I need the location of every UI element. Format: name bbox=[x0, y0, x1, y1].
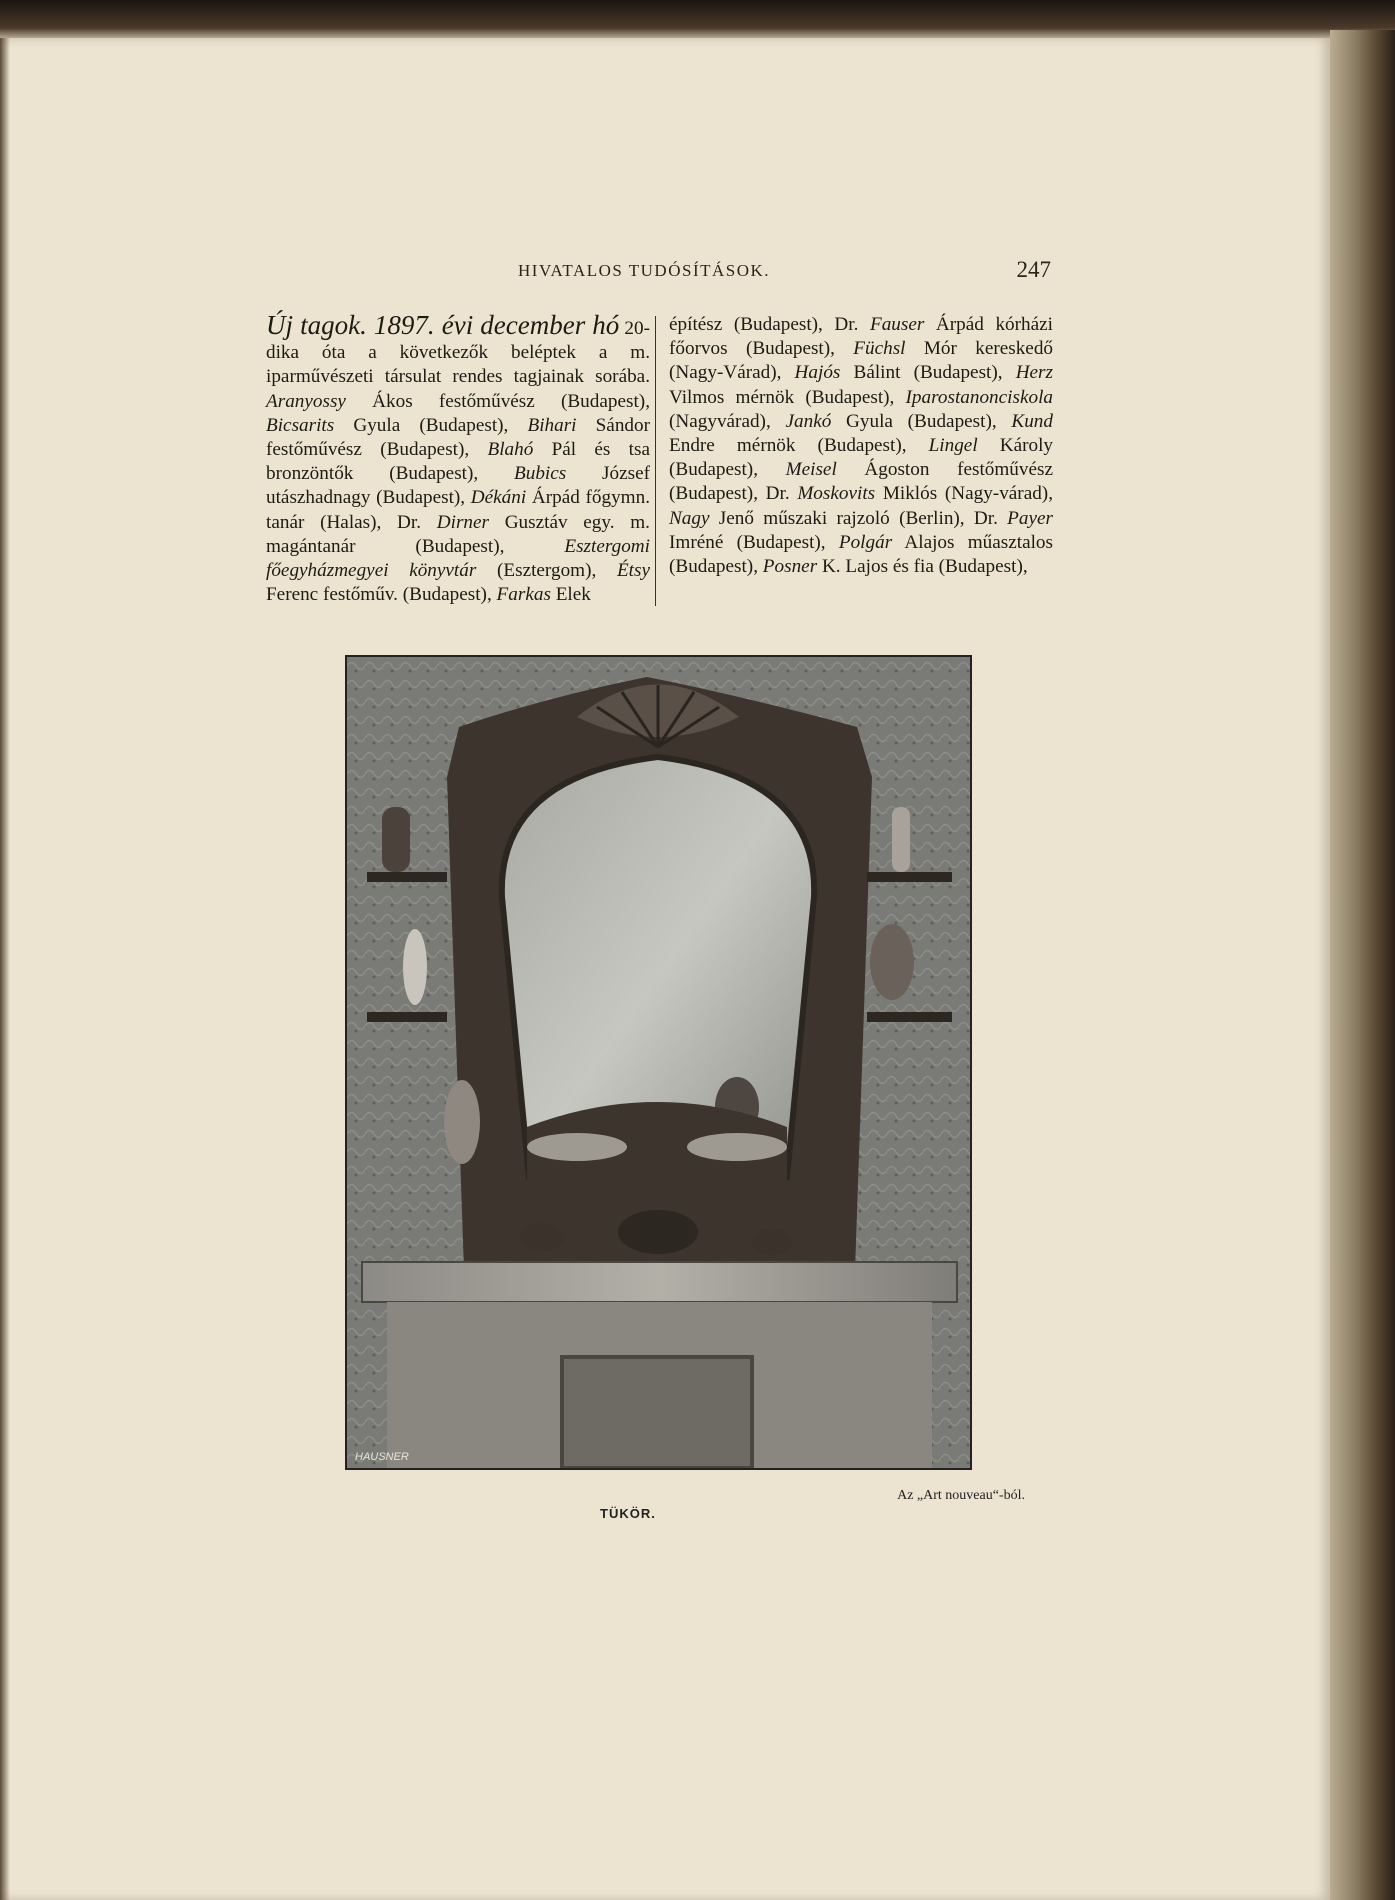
member-name: Bihari bbox=[527, 414, 577, 436]
member-name: Iparostanonciskola bbox=[905, 386, 1053, 408]
page-edge-stack bbox=[1330, 30, 1395, 1900]
figure-caption: TÜKÖR. bbox=[600, 1506, 656, 1521]
member-name: Fauser bbox=[869, 314, 925, 335]
member-name: Lingel bbox=[928, 435, 978, 457]
gutter-shadow bbox=[0, 38, 10, 1900]
member-name: Bicsarits bbox=[266, 414, 335, 436]
left-column-text bbox=[266, 310, 650, 607]
right-column-body: építész (Budapest), Dr. Fauser Árpád kórházi főorvos (Budapest), Füchsl Mór kereskedő (Nagy-Várad), Hajós Bálint (Budapest), Herz Vilmos mérnök (Budapest), Iparostanonciskola (Nagyvárad), Jankó Gyula (Budapest), Kund Endre mérnök (Budapest), Lingel Károly (Budapest), Meisel Ágoston festőművész (Budapest), Dr. Moskovits Miklós (Nagy-várad), Nagy Jenő műszaki rajzoló (Berlin), Dr. Payer Imréné (Budapest), Polgár Alajos műasztalos (Budapest), Posner K. Lajos és fia (Budapest), bbox=[669, 314, 1054, 578]
member-name: Farkas bbox=[496, 584, 551, 606]
running-header bbox=[265, 257, 1055, 289]
member-name: Dékáni bbox=[470, 487, 527, 509]
figure-credit: Az „Art nouveau“-ból. bbox=[897, 1488, 1025, 1503]
member-name: Blahó bbox=[487, 439, 534, 461]
member-name: Hajós bbox=[794, 362, 841, 384]
member-name: Meisel bbox=[785, 459, 837, 481]
member-name: Dirner bbox=[436, 511, 489, 533]
member-name: Füchsl bbox=[853, 338, 906, 360]
member-name: Aranyossy bbox=[266, 390, 346, 412]
member-name: Nagy bbox=[669, 507, 710, 529]
running-title: HIVATALOS TUDÓSÍTÁSOK. bbox=[518, 261, 771, 280]
member-name: Jankó bbox=[785, 410, 832, 432]
member-name: Bubics bbox=[514, 463, 567, 485]
mirror-photograph bbox=[345, 655, 972, 1470]
member-name: Herz bbox=[1015, 362, 1053, 384]
member-name: Moskovits bbox=[797, 483, 876, 505]
right-column-text bbox=[669, 313, 1053, 579]
left-column-body: 20-dika óta a következők beléptek a m. iparművészeti társulat rendes tagjainak sorába. Aranyossy Ákos festőművész (Budapest), Bicsarits Gyula (Budapest), Bihari Sándor festőművész (Budapest), Blahó Pál és tsa bronzöntők (Budapest), Bubics József utászhadnagy (Budapest), Dékáni Árpád főgymn. tanár (Halas), Dr. Dirner Gusztáv egy. m. magántanár (Budapest), Esztergomi főegyházmegyei könyvtár (Esztergom), Étsy Ferenc festőműv. (Budapest), Farkas Elek bbox=[266, 318, 650, 606]
column-divider bbox=[655, 316, 656, 606]
scan-edge-top bbox=[0, 0, 1395, 40]
page-number: 247 bbox=[1016, 257, 1051, 282]
engraver-mark: HAUSNER bbox=[355, 1451, 409, 1463]
member-name: Payer bbox=[1007, 507, 1053, 529]
member-name: Esztergomi főegyházmegyei könyvtár bbox=[266, 535, 650, 582]
section-lead: Új tagok. 1897. évi december hó bbox=[266, 310, 620, 340]
mirror-illustration bbox=[347, 657, 970, 1468]
member-name: Étsy bbox=[616, 560, 650, 582]
member-name: Posner bbox=[762, 556, 818, 578]
member-name: Polgár bbox=[838, 531, 893, 553]
member-name: Kund bbox=[1011, 410, 1053, 432]
